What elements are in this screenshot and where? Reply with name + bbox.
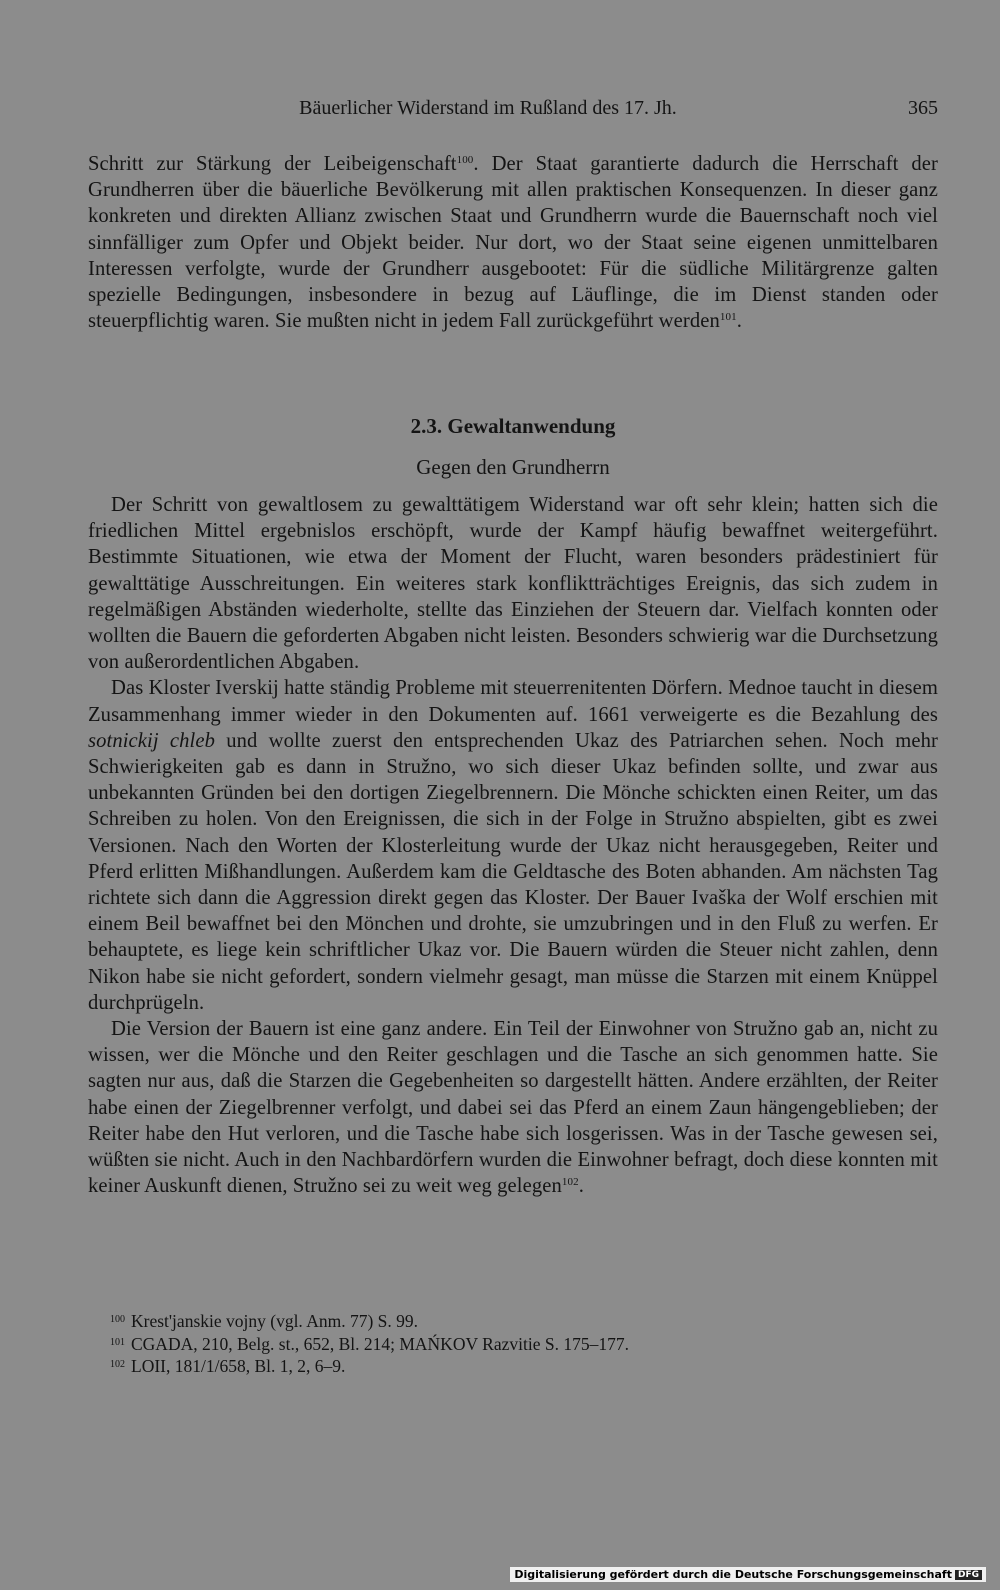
paragraph-4 — [88, 1016, 938, 1199]
footnote-text: LOII, 181/1/658, Bl. 1, 2, 6–9. — [131, 1356, 346, 1376]
p1-text: Schritt zur Stärkung der Leibeigenschaft — [88, 153, 457, 175]
p1-end: . — [736, 310, 742, 333]
running-title: Bäuerlicher Widerstand im Rußland des 17. Jh. — [299, 97, 677, 119]
footnote-100 — [88, 1310, 938, 1333]
footnote-ref-102[interactable]: 102 — [561, 1176, 579, 1189]
footnote-number: 102 — [110, 1359, 125, 1370]
digitization-credit — [510, 1567, 986, 1582]
footnote-number: 101 — [110, 1336, 125, 1348]
footnote-text: Krest'janskie vojny (vgl. Anm. 77) S. 99. — [131, 1311, 419, 1331]
running-header — [88, 97, 938, 127]
p4-text: Die Version der Bauern ist eine ganz andere. Ein Teil der Einwohner von Stružno gab an, nicht zu wissen, wer die Mönche und den Reiter geschlagen und die Tasche an sich genommen hatte. Sie sagten nur aus, daß die Starzen die Gegebenheiten so dargestellt hätten. Andere erzählten, der Reiter habe einen der Ziegelbrenner verfolgt, und dabei sei das Pferd an einem Zaun hängengeblieben; der Reiter habe den Hut verloren, und die Tasche habe sich losgerissen. Was in der Tasche gewesen sei, wüßten sie nicht. Auch in den Nachbardörfern wurden die Einwohner befragt, doch diese konnten mit keiner Auskunft dienen, Stružno sei zu weit weg gelegen — [88, 1018, 938, 1198]
footnote-101 — [88, 1333, 938, 1356]
section-heading: 2.3. Gewaltanwendung — [410, 414, 616, 438]
p1-rest: . Der Staat garantierte dadurch die Herrschaft der Grundherren über die bäuerliche Bevölkerung mit allen praktischen Konsequenzen. In dieser ganz konkreten und direkten Allianz zwischen Staat und Grundherrn wurde die Bauernschaft noch viel sinnfälliger zum Opfer und Objekt beider. Nur dort, wo der Staat seine eigenen unmittelbaren Interessen verfolgte, wurde der Grundherr ausgebootet: Für die südliche Militärgrenze galten spezielle Bedingungen, insbesondere in bezug auf Läuflinge, die im Dienst standen oder steuerpflichtig waren. Sie mußten nicht in jedem Fall zurückgeführt werden — [88, 153, 938, 333]
footnote-102 — [88, 1355, 938, 1378]
paragraph-3 — [88, 675, 938, 1016]
footnote-number: 100 — [110, 1314, 125, 1325]
paragraph-2: Der Schritt von gewaltlosem zu gewalttätigem Widerstand war oft sehr klein; hatten sich die friedlichen Mittel ergebnislos erschöpft, wurde der Kampf häufig bewaffnet weitergeführt. Bestimmte Situationen, wie etwa der Moment der Flucht, waren besonders prädestiniert für gewalttätige Ausschreitungen. Ein weiteres stark konfliktträchtiges Ereignis, das sich zudem in regelmäßigen Abständen wiederholte, stellte das Einziehen der Steuern dar. Vielfach konnten oder wollten die Bauern die geforderten Abgaben nicht leisten. Besonders schwierig war die Durchsetzung von außerordentlichen Abgaben. — [88, 494, 938, 674]
footnote-ref-101[interactable]: 101 — [719, 311, 737, 324]
p3-part-a: Das Kloster Iverskij hatte ständig Probleme mit steuerrenitenten Dörfern. Mednoe taucht in diesem Zusammenhang immer wieder in den Dokumenten auf. 1661 verweigerte es die Bezahlung des — [88, 677, 938, 726]
footnote-text: CGADA, 210, Belg. st., 652, Bl. 214; MAŃKOV Razvitie S. 175–177. — [131, 1333, 629, 1354]
p4-end: . — [578, 1175, 584, 1198]
footnotes — [88, 1310, 938, 1378]
credit-text: Digitalisierung gefördert durch die Deutsche Forschungsgemeinschaft — [514, 1568, 952, 1581]
body-text — [88, 492, 938, 1199]
dfg-logo: DFG — [955, 1570, 982, 1580]
p3-part-b: und wollte zuerst den entsprechenden Ukaz des Patriarchen sehen. Noch mehr Schwierigkeiten gab es dann in Stružno, wo sich dieser Ukaz befinden sollte, und zwar aus unbekannten Gründen bei den dortigen Ziegelbrennern. Die Mönche schickten einen Reiter, um das Schreiben zu holen. Von den Ereignissen, die sich in der Folge in Stružno abspielten, gibt es zwei Versionen. Nach den Worten der Klosterleitung wurde der Ukaz nicht herausgegeben, Reiter und Pferd erlitten Mißhandlungen. Außerdem kam die Geldtasche des Boten abhanden. Am nächsten Tag richtete sich dann die Aggression direkt gegen das Kloster. Der Bauer Ivaška der Wolf erschien mit einem Beil bewaffnet bei den Mönchen und drohte, sie umzubringen und in den Fluß zu werfen. Er behauptete, es liege kein schriftlicher Ukaz vor. Die Bauern würden die Steuer nicht zahlen, denn Nikon habe sie nicht gefordert, sondern vielmehr gesagt, man müsse die Starzen mit einem Knüppel durchprügeln. — [88, 729, 938, 1014]
section-subheading: Gegen den Grundherrn — [416, 455, 610, 479]
footnote-ref-100[interactable]: 100 — [456, 154, 474, 166]
paragraph-1 — [88, 151, 938, 334]
page-number: 365 — [908, 97, 938, 119]
p3-italic-term: sotnickij chleb — [88, 729, 216, 752]
